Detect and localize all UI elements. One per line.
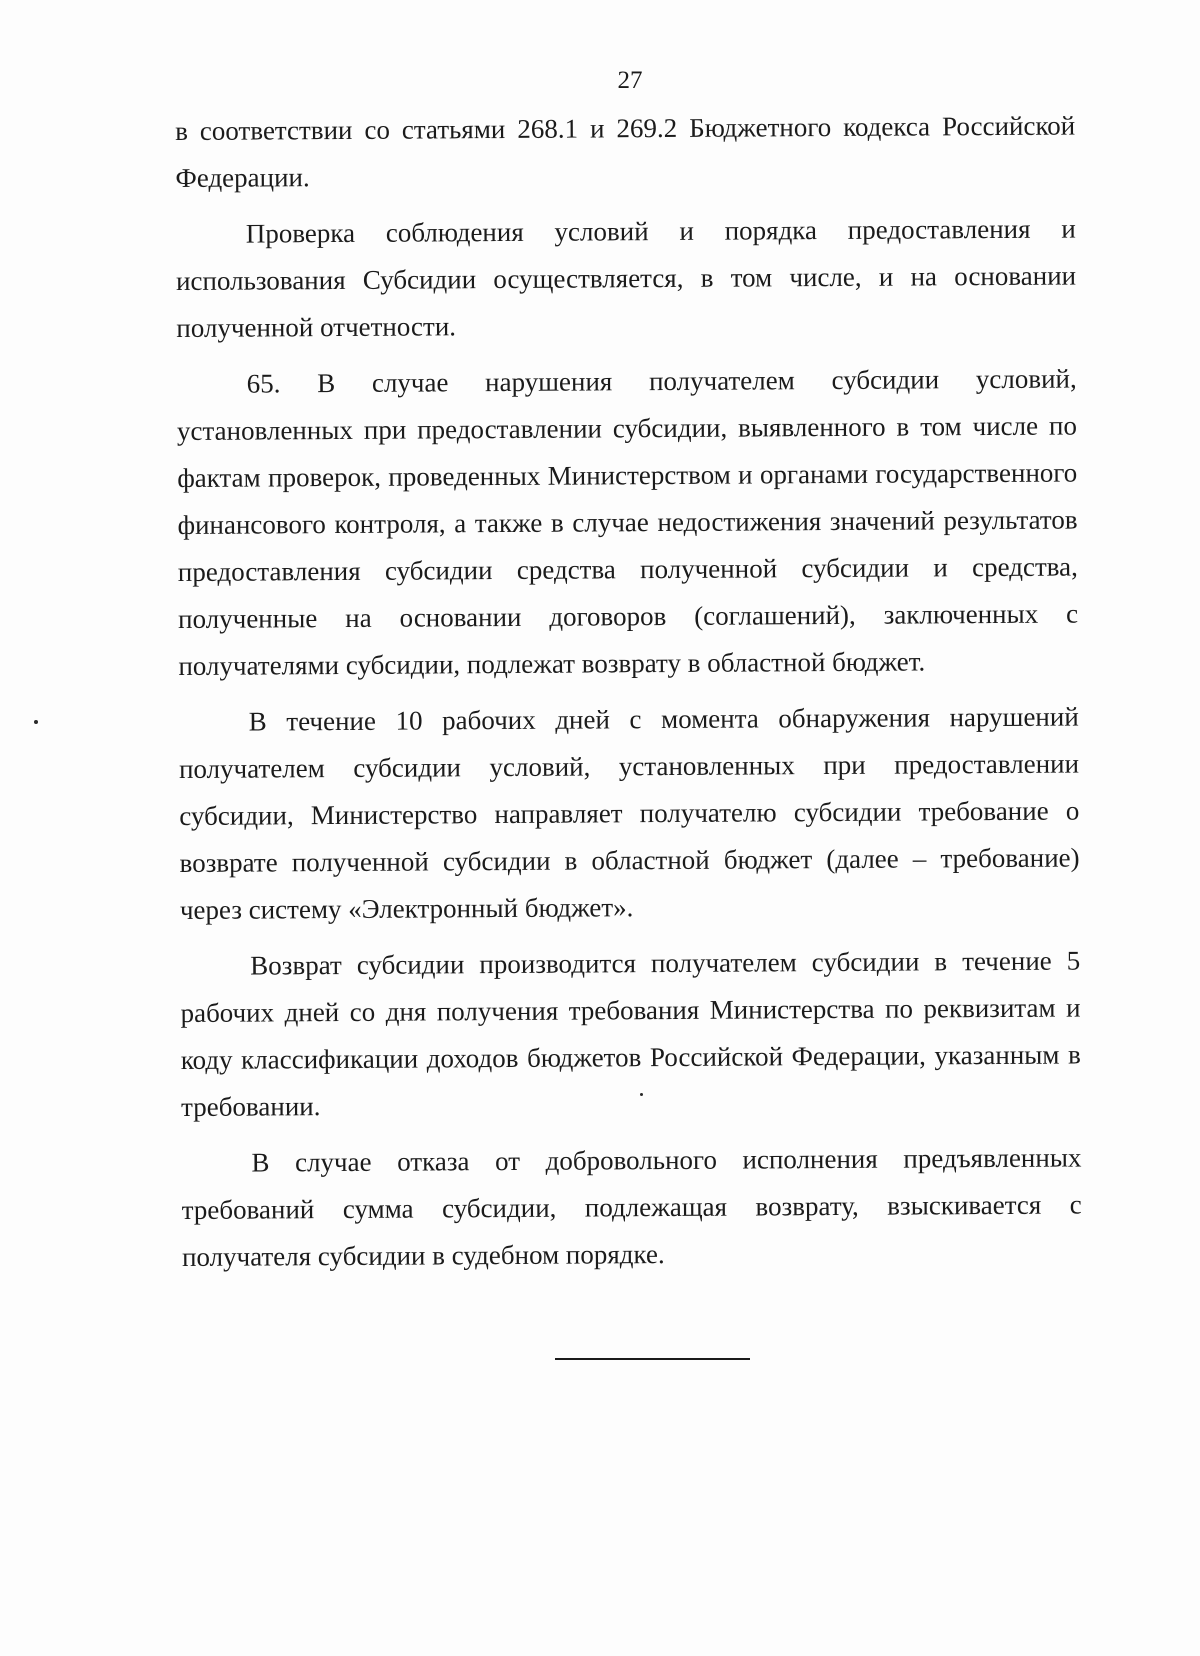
paragraph-return: Возврат субсидии производится получателем субсидии в течение 5 рабочих дней со дня получения требования Министерства по реквизитам и коду классификации доходов бюджетов Российской Федерации, указанным в требовании. [180, 945, 1081, 1122]
paragraph-item-65: 65. В случае нарушения получателем субсидии условий, установленных при предоставлении субсидии, выявленного в том числе по фактам проверок, проведенных Министерством и органами государственного финансового контроля, а также в случае недостижения значений результатов предоставления субсидии средства полученной субсидии и средства, полученные на основании договоров (соглашений), заключенных с получателями субсидии, подлежат возврату в областной бюджет. [176, 363, 1079, 681]
scan-speck [34, 720, 38, 724]
paragraph-verification: Проверка соблюдения условий и порядка предоставления и использования Субсидии осуществляется, в том числе, и на основании полученной отчетности. [175, 213, 1077, 343]
end-of-document-rule [555, 1358, 750, 1360]
scan-speck [640, 1093, 643, 1096]
page-number: 27 [617, 67, 643, 94]
paragraph-refusal: В случае отказа от добровольного исполнения предъявленных требований сумма субсидии, подлежащая возврату, взыскивается с получателя субсидии в судебном порядке. [181, 1142, 1082, 1272]
paragraph-ten-days: В течение 10 рабочих дней с момента обнаружения нарушений получателем субсидии условий, установленных при предоставлении субсидии, Министерство направляет получателю субсидии требование о возврате полученной субсидии в областной бюджет (далее – требование) через систему «Электронный бюджет». [178, 701, 1080, 925]
paragraph-continuation: в соответствии со статьями 268.1 и 269.2 Бюджетного кодекса Российской Федерации. [175, 110, 1076, 193]
document-body [175, 103, 1082, 1281]
